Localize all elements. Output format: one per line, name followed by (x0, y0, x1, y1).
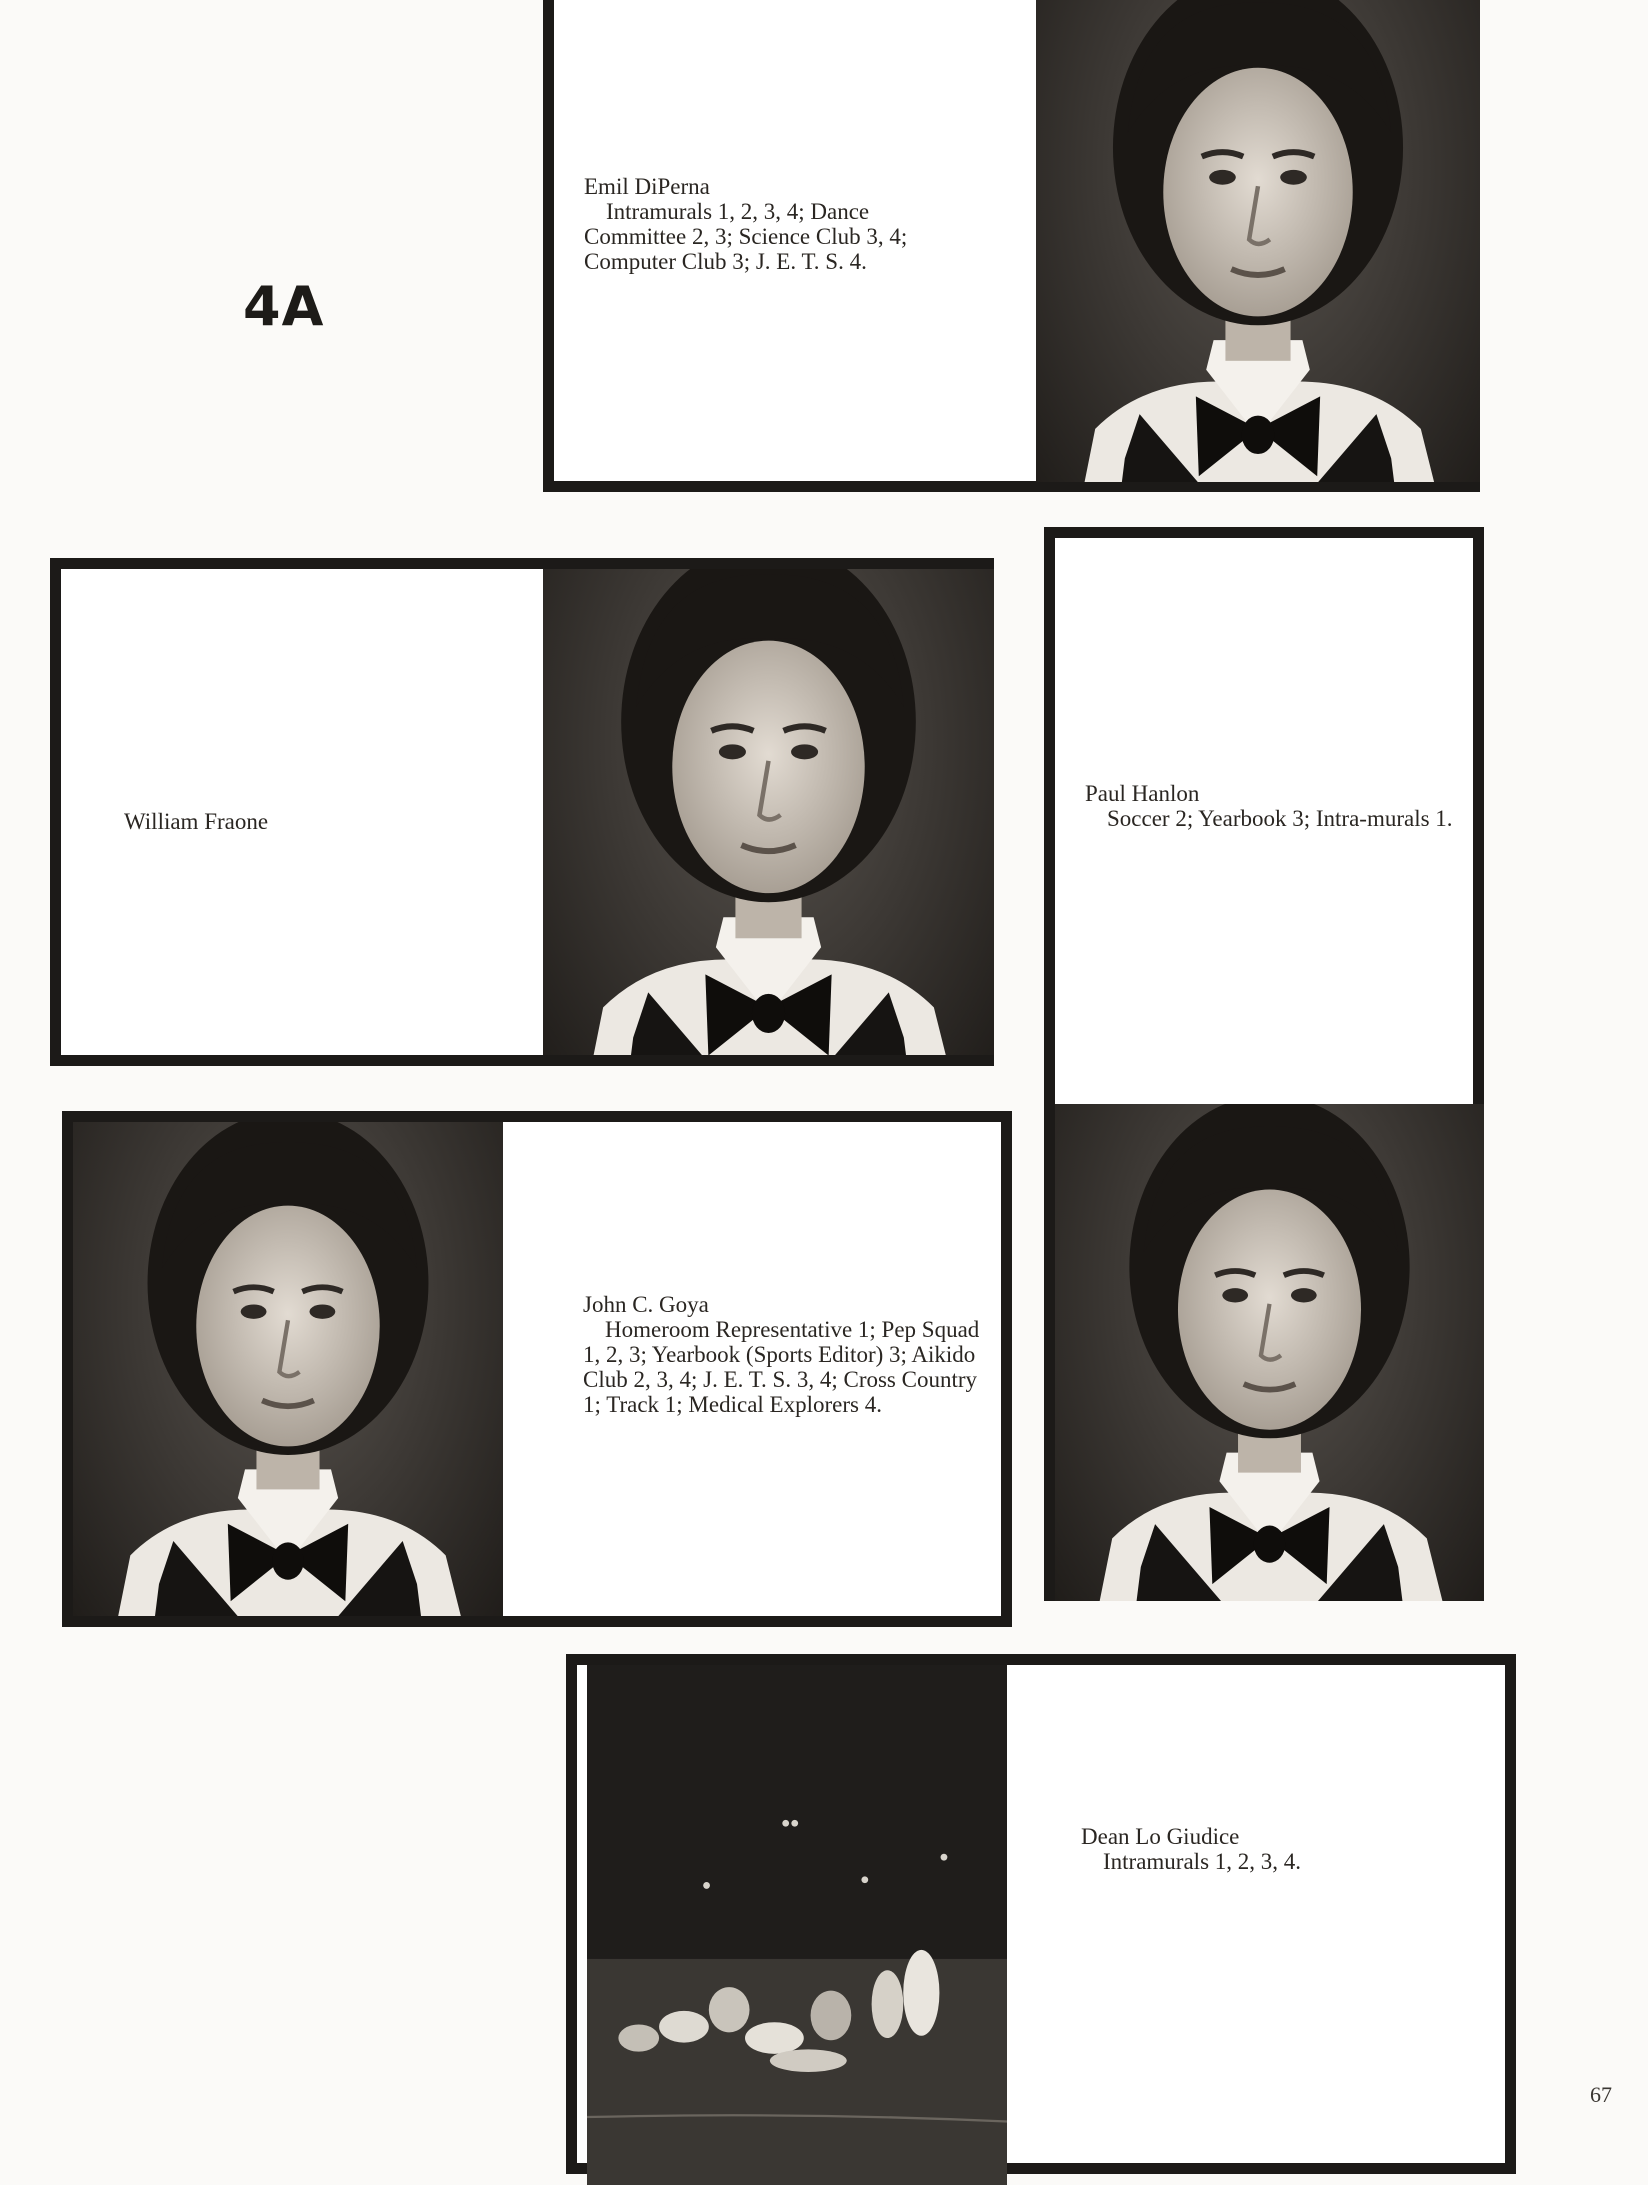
page-number: 67 (1590, 2082, 1612, 2107)
student-name: Emil DiPerna (584, 174, 710, 199)
student-portrait (543, 569, 994, 1055)
student-name: Dean Lo Giudice (1081, 1824, 1240, 1849)
student-name: Paul Hanlon (1085, 781, 1200, 806)
student-name: John C. Goya (583, 1292, 709, 1317)
student-portrait (73, 1122, 503, 1616)
student-name: William Fraone (124, 809, 269, 834)
student-activities: Soccer 2; Yearbook 3; Intra-murals 1. (1107, 806, 1453, 831)
student-panel-paul-hanlon (1044, 527, 1484, 1601)
student-portrait (1055, 1104, 1484, 1601)
candid-football-photo (587, 1665, 1007, 2185)
student-caption (583, 1292, 993, 1417)
student-panel-emil-diperna (543, 0, 1480, 492)
student-panel-dean-lo-giudice (566, 1654, 1516, 2174)
homeroom-label: 4A (243, 275, 325, 338)
student-portrait (1036, 0, 1480, 482)
student-activities: Homeroom Representative 1; Pep Squad 1, 2, 3; Yearbook (Sports Editor) 3; Aikido Club 2, 3, 4; J. E. T. S. 3, 4; Cross Country 1; Track 1; Medical Explorers 4. (583, 1317, 980, 1417)
student-panel-john-goya (62, 1111, 1012, 1627)
student-activities: Intramurals 1, 2, 3, 4. (1103, 1849, 1302, 1874)
student-caption (1085, 781, 1455, 831)
student-caption (124, 809, 474, 834)
student-caption (1081, 1824, 1461, 1874)
student-activities: Intramurals 1, 2, 3, 4; Dance Committee 2, 3; Science Club 3, 4; Computer Club 3; J. E. T. S. 4. (584, 199, 908, 274)
student-caption (584, 174, 974, 274)
student-panel-william-fraone (50, 558, 994, 1066)
